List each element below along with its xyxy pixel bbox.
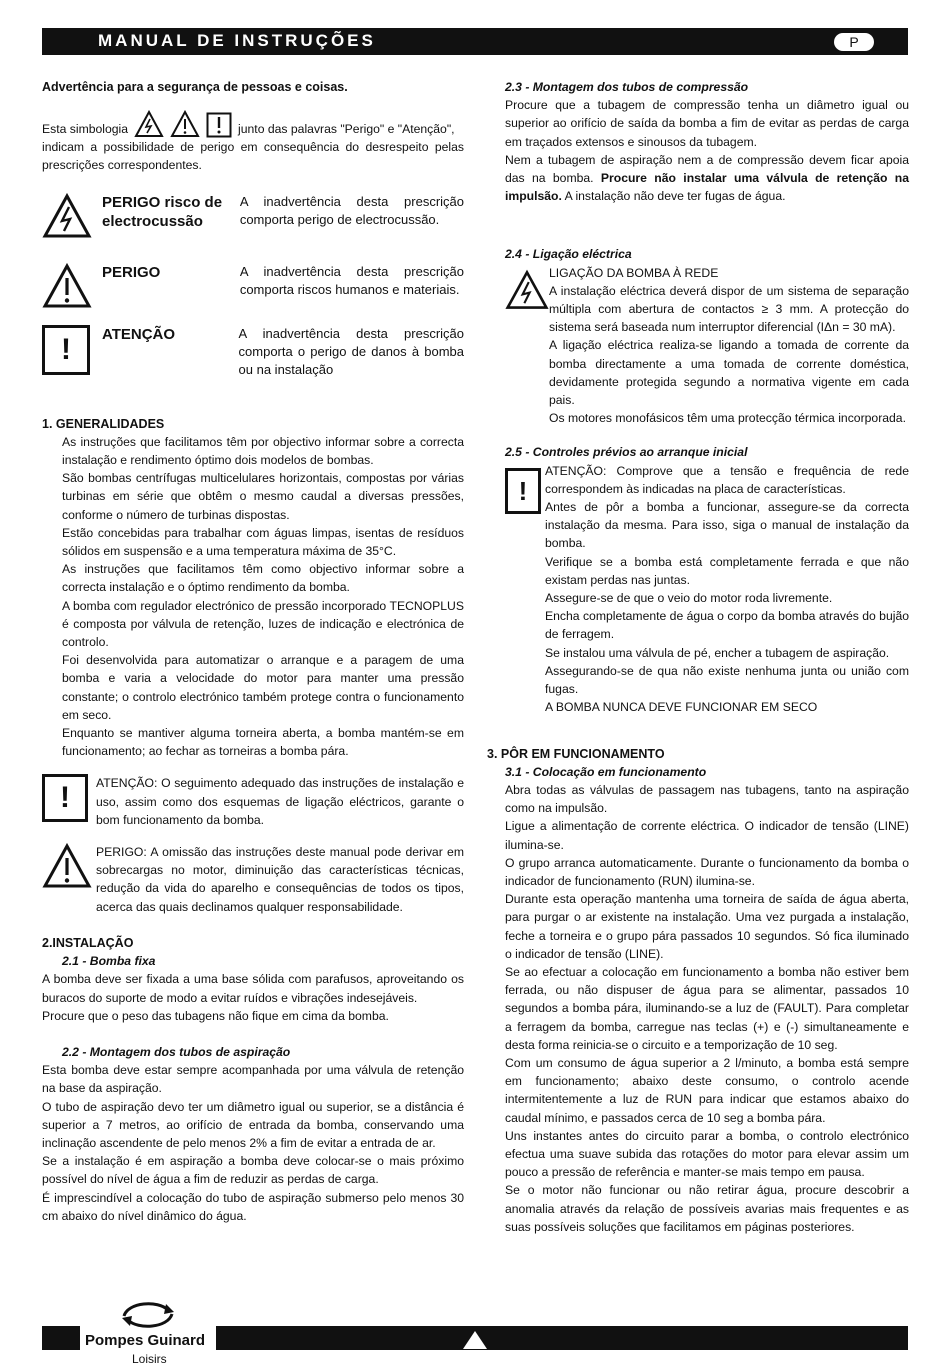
- right-column: [487, 78, 910, 1236]
- attention-box-icon: [206, 112, 232, 138]
- safety-heading: Advertência para a segurança de pessoas e coisas.: [42, 80, 348, 94]
- attention-box-icon: !: [505, 468, 541, 514]
- paragraph: Se instalou uma válvula de pé, encher a tubagem de aspiração.: [545, 645, 890, 660]
- danger-note-text: PERIGO: A omissão das instruções deste manual pode derivar em sobrecargas no motor, diminuição das características técnicas, redução da vida do aparelho e consequências de todos os tipos, acerca das quais declinamos qualquer responsabilidade.: [96, 845, 464, 914]
- warning-danger-row: [42, 263, 464, 321]
- precheck-block: [505, 462, 909, 717]
- paragraph: As instruções que facilitamos têm por objectivo informar sobre a correcta instalação e rendimento óptimo dois modelos de bombas.: [62, 434, 464, 468]
- subsection-title: 2.2 - Montagem dos tubos de aspiração: [62, 1044, 291, 1059]
- warning-text: A inadvertência desta prescrição comporta riscos humanos e materiais.: [239, 263, 464, 297]
- section-2-title: 2.INSTALAÇÃO: [42, 935, 134, 950]
- paragraph: Durante esta operação mantenha uma torneira de saída de água aberta, para purgar o ar existente na instalação. Uma vez purgada a instalação, feche a torneira e o grupo pára passados 10 segundos. Só fica iluminado o indicador de tensão (LINE).: [505, 892, 909, 961]
- warning-triangle-icon: [170, 110, 200, 138]
- electric-hazard-icon: [134, 110, 164, 138]
- paragraph: É imprescindível a colocação do tubo de aspiração submerso pelo menos 30 cm abaixo do nível dinâmico do água.: [42, 1190, 464, 1223]
- electric-hazard-icon: [42, 193, 92, 239]
- electric-connection-text: [549, 264, 909, 428]
- paragraph-part: Nem a tubagem de aspiração nem a de compressão devem ficar apoia das na bomba.: [505, 152, 909, 186]
- warning-text: A inadvertência desta prescrição comporta perigo de electrocussão.: [239, 193, 464, 227]
- paragraph: A BOMBA NUNCA DEVE FUNCIONAR EM SECO: [545, 700, 818, 715]
- electric-connection-block: [505, 264, 909, 428]
- paragraph: Uns instantes antes do circuito parar a bomba, o controlo electrónico efectua uma suave subida das rotações do motor para elevar assim um pouco a pressão de referência e manter-se mais tempo em pausa.: [505, 1128, 909, 1180]
- paragraph: Com um consumo de água superior a 2 l/minuto, a bomba está sempre em funcionamento; abaixo deste consumo, o controlo acende intermitentemente a luz de RUN para indicar que estamos abaixo do caudal mínimo, e passados cerca de 10 seg a bomba pára.: [505, 1055, 909, 1125]
- warning-label: PERIGO risco de electrocussão: [102, 193, 223, 230]
- paragraph: O tubo de aspiração devo ter um diâmetro igual ou superior, se a distância é superior a 7 metros, ao orifício de entrada da bomba, conservando uma inclinação ascendente de pelo menos 2% a fim de evitar a entrada de ar.: [42, 1099, 464, 1150]
- warning-triangle-icon: [42, 843, 92, 889]
- brand-logo-icon: [118, 1298, 178, 1330]
- subsection-title: 2.5 - Controles prévios ao arranque inicial: [505, 445, 748, 460]
- paragraph: A bomba deve ser fixada a uma base sólida com parafusos, aproveitando os buracos do suporte de modo a evitar ruídos e vibrações indesejáveis.: [42, 972, 464, 1005]
- paragraph: A instalação eléctrica deverá dispor de um sistema de separação múltipla com abertura de contactos ≥ 3 mm. A protecção do sistema será baseada num interruptor diferencial (IΔn = 30 mA).: [549, 283, 909, 335]
- paragraph: Antes de pôr a bomba a funcionar, assegure-se da correcta instalação da mesma. Para isso, siga o manual de instalação da bomba.: [545, 500, 909, 551]
- symbology-line: [42, 110, 464, 138]
- attention-note: [42, 774, 464, 829]
- language-badge: P: [834, 33, 874, 51]
- connection-heading: LIGAÇÃO DA BOMBA À REDE: [549, 265, 719, 280]
- subsection-title: 2.3 - Montagem dos tubos de compressão: [505, 80, 749, 94]
- paragraph: Os motores monofásicos têm uma protecção térmica incorporada.: [549, 411, 906, 426]
- danger-note: [42, 843, 464, 916]
- warning-label: ATENÇÃO: [102, 325, 176, 343]
- page-triangle-icon: [462, 1330, 488, 1350]
- paragraph: Procure que a tubagem de compressão tenha un diâmetro igual ou superior ao orifício de saída da bomba a fim de evitar as perdas de carga em traçados extensos e sinousos da tubagem.: [505, 98, 909, 149]
- attention-box-icon: !: [42, 325, 90, 375]
- symbology-post: junto das palavras "Perigo" e "Atenção",: [238, 122, 455, 136]
- paragraph-bold: Procure não instalar uma válvula de retenção na impulsão.: [505, 171, 910, 204]
- paragraph: ATENÇÃO: Comprove que a tensão e frequência de rede correspondem às indicadas na placa de características.: [545, 463, 909, 496]
- subsection-title: 2.4 - Ligação eléctrica: [505, 247, 632, 262]
- section-3-title: 3. PÔR EM FUNCIONAMENTO: [487, 746, 665, 761]
- paragraph: [505, 151, 909, 206]
- electric-hazard-icon: [505, 268, 549, 312]
- paragraph: Se o motor não funcionar ou não retirar água, procure descobrir a anomalia através da relação de possíveis avarias mais frequentes e as suas possíveis soluções que facilitamos em páginas posteriores.: [505, 1183, 909, 1234]
- warning-text: A inadvertência desta prescrição comporta o perigo de danos à bomba ou na instalação: [238, 325, 464, 378]
- subsection-title: 2.1 - Bomba fixa: [62, 954, 156, 969]
- paragraph: Se ao efectuar a colocação em funcionamento a bomba não estiver bem ferrada, ou não dispuser de água para se alimentar, passados 10 segundos a bomba pára, iluminando-se a luz de (FAULT). Para completar a ferragem da bomba, carregue nas teclas (+) e (-) simultaneamente e desta forma reinicia-se o circuito e a temporização de 10 seg.: [505, 964, 909, 1052]
- paragraph: Estão concebidas para trabalhar com águas limpas, isentas de resíduos sólidos em suspensão e a uma temperatura máxima de 35°C.: [62, 525, 464, 559]
- paragraph: Ligue a alimentação de corrente eléctrica. O indicador de tensão (LINE) ilumina-se.: [505, 819, 909, 852]
- paragraph: São bombas centrífugas multicelulares horizontais, compostas por várias turbinas em série que obtêm o mesmo caudal a diversas pressões, conforme o número de turbinas dispostas.: [62, 471, 464, 522]
- paragraph: Encha completamente de água o corpo da bomba através do bujão de ferragem.: [545, 609, 909, 642]
- paragraph: Verifique se a bomba está completamente ferrada e que não existam perdas nas juntas.: [545, 554, 909, 587]
- paragraph: As instruções que facilitamos têm como objectivo informar sobre a correcta instalação e o óptimo rendimento da bomba.: [62, 562, 464, 595]
- paragraph: Assegurando-se de qua não existe nenhuma junta ou união com fugas.: [545, 663, 909, 697]
- paragraph: A ligação eléctrica realiza-se ligando a tomada de corrente da bomba directamente a uma tomada de corrente doméstica, devidamente protegida segundo a normativa vigente em cada pais.: [549, 338, 909, 408]
- section-1-title: 1. GENERALIDADES: [42, 416, 165, 431]
- paragraph: Procure que o peso das tubagens não fique em cima da bomba.: [42, 1008, 389, 1023]
- paragraph: Abra todas as válvulas de passagem nas tubagens, tanto na aspiração como na impulsão.: [505, 782, 909, 816]
- warning-electrocution-row: [42, 193, 464, 255]
- symbology-pre: Esta simbologia: [42, 122, 129, 136]
- attention-note-text: ATENÇÃO: O seguimento adequado das instruções de instalação e uso, assim como dos esquemas de ligação eléctricos, garante o bom funcionamento da bomba.: [96, 776, 464, 827]
- left-column: [42, 78, 464, 1225]
- paragraph: O grupo arranca automaticamente. Durante o funcionamento da bomba o indicador de funcionamento (RUN) ilumina-se.: [505, 855, 909, 888]
- brand-subtitle: Loisirs: [132, 1352, 167, 1366]
- paragraph: Enquanto se mantiver alguma torneira aberta, a bomba mantém-se em funcionamento; ao fechar as torneiras a bomba pára.: [62, 726, 464, 759]
- warning-attention-row: [42, 325, 464, 395]
- warning-triangle-icon: [42, 263, 92, 309]
- attention-box-icon: !: [42, 774, 88, 822]
- symbology-rest: indicam a possibilidade de perigo em consequência do desrespeito pelas prescrições correspondentes.: [42, 140, 464, 173]
- page-title: MANUAL DE INSTRUÇÕES: [98, 31, 376, 50]
- header-bar: [42, 28, 908, 55]
- paragraph: A bomba com regulador electrónico de pressão incorporado TECNOPLUS é composta por válvula de retenção, luzes de indicação e electrónica de controlo.: [62, 598, 464, 650]
- paragraph: Se a instalação é em aspiração a bomba deve colocar-se o mais próximo possível do nível de água a fim de reduzir as perdas de carga.: [42, 1154, 464, 1187]
- brand-name: Pompes Guinard: [85, 1332, 206, 1349]
- paragraph-part: A instalação não deve ter fugas de água.: [561, 189, 786, 204]
- precheck-text: [545, 462, 909, 717]
- paragraph: Esta bomba deve estar sempre acompanhada por uma válvula de retenção na base da aspiração.: [42, 1063, 464, 1096]
- paragraph: Foi desenvolvida para automatizar o arranque e a paragem de uma bomba e varia a velocidade do motor para manter uma pressão constante; o controlo electrónico também protege contra o funcionamento em seco.: [62, 653, 464, 722]
- warning-label: PERIGO: [102, 263, 161, 281]
- paragraph: Assegure-se de que o veio do motor roda livremente.: [545, 591, 833, 606]
- subsection-title: 3.1 - Colocação em funcionamento: [505, 764, 707, 779]
